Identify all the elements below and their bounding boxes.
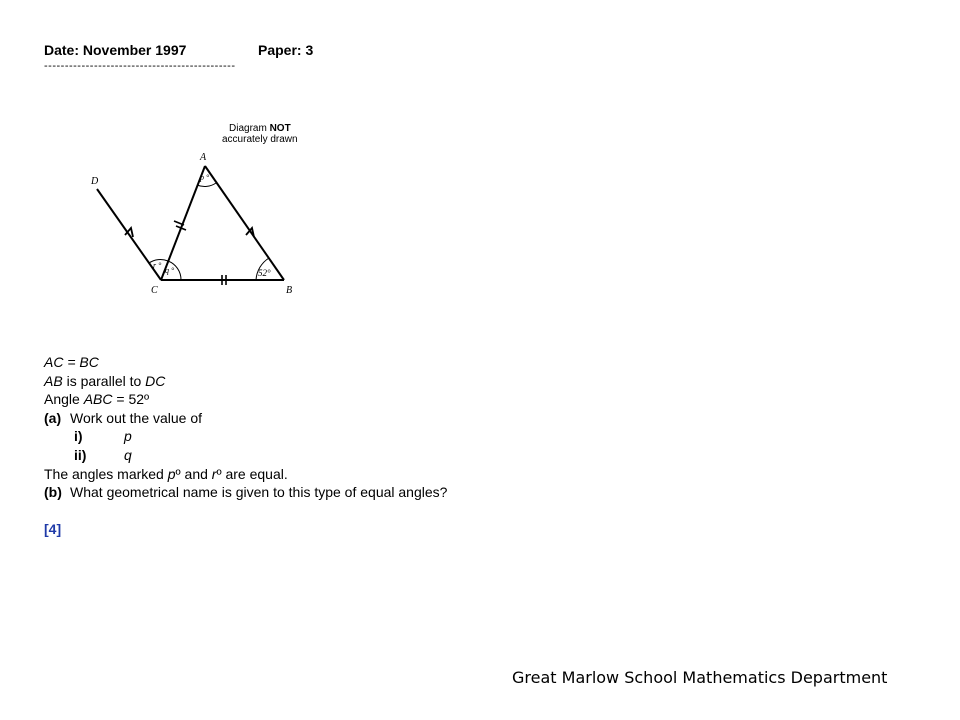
angle-q-label: q ° xyxy=(165,266,175,275)
line-dc xyxy=(97,189,161,280)
given-3: Angle ABC = 52º xyxy=(44,391,150,408)
part-a-i: i) p xyxy=(74,428,132,445)
given-2: AB is parallel to DC xyxy=(44,372,166,389)
exam-paper: Paper: 3 xyxy=(258,42,314,58)
question-text xyxy=(44,353,447,538)
angle-b-label: 52° xyxy=(258,268,271,278)
diagram-note-line1: Diagram NOT xyxy=(229,123,291,134)
vertex-d-label: D xyxy=(91,176,99,187)
geometry-diagram xyxy=(80,110,320,300)
exam-date: Date: November 1997 xyxy=(44,42,187,58)
arc-a xyxy=(197,183,216,187)
diagram-note-line2: accurately drawn xyxy=(222,134,298,145)
line-ab xyxy=(205,166,284,280)
line-ca xyxy=(161,166,205,280)
header xyxy=(44,42,314,58)
footer-department: Great Marlow School Mathematics Department xyxy=(512,668,888,687)
header-rule: ---------------------------------------------- xyxy=(44,60,236,72)
marks-total: [4] xyxy=(44,520,62,537)
part-b: (b) What geometrical name is given to this type of equal angles? xyxy=(44,484,448,501)
vertex-b-label: B xyxy=(286,285,293,296)
part-a: (a) Work out the value of xyxy=(44,409,203,426)
vertex-a-label: A xyxy=(200,152,207,163)
given-1: AC = BC xyxy=(44,354,99,370)
part-a-ii: ii) q xyxy=(74,446,132,463)
angle-r-label: r ° xyxy=(153,261,162,270)
vertex-c-label: C xyxy=(151,285,158,296)
angle-p-label: p ° xyxy=(200,173,210,182)
equal-angles-statement: The angles marked pº and rº are equal. xyxy=(44,465,288,482)
